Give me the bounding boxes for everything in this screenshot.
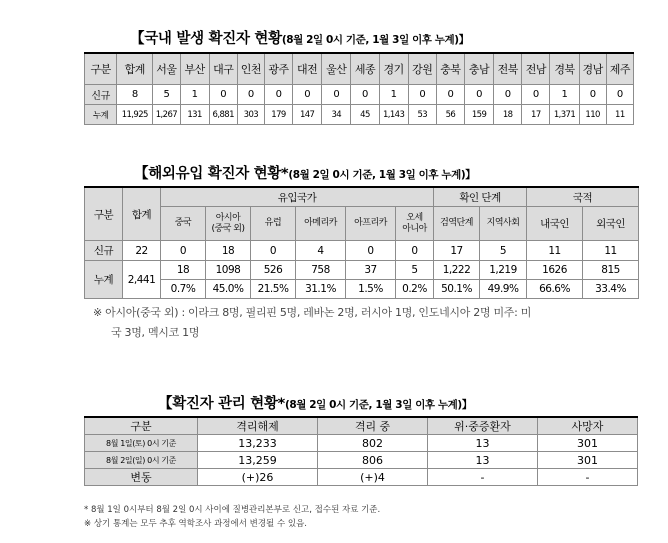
- domestic-cell: 0: [464, 85, 493, 105]
- management-row-aug2: [85, 452, 638, 469]
- domestic-col-header: 광주: [264, 53, 292, 85]
- domestic-cell: 0: [408, 85, 436, 105]
- domestic-col-header: 경남: [579, 53, 606, 85]
- overseas-note-2: 국 3명, 멕시코 1명: [111, 326, 200, 339]
- management-col-header: 격리해제: [198, 417, 318, 435]
- domestic-cell: 0: [522, 85, 550, 105]
- management-title-main: 【확진자 관리 현황*: [158, 396, 285, 412]
- overseas-title-sub: (8월 2일 0시 기준, 1월 3일 이후 누계)】: [288, 169, 476, 181]
- domestic-cell: 0: [494, 85, 522, 105]
- overseas-percent-cell: 21.5%: [251, 280, 296, 299]
- domestic-cell: 1,143: [379, 105, 408, 125]
- overseas-cell: 0: [161, 241, 206, 261]
- domestic-cell: 11,925: [117, 105, 153, 125]
- overseas-percent-cell: 50.1%: [434, 280, 480, 299]
- management-footnote-1: * 8월 1일 0시부터 8월 2일 0시 사이에 질병관리본부로 신고, 접수된 자료 기준.: [84, 505, 381, 515]
- domestic-cell: 0: [579, 85, 606, 105]
- overseas-group-inflow: 유입국가: [161, 187, 434, 207]
- domestic-cell: 5: [153, 85, 180, 105]
- domestic-cell: 1: [379, 85, 408, 105]
- overseas-cell: 1098: [206, 261, 251, 280]
- domestic-cell: 0: [264, 85, 292, 105]
- management-col-header: 격리 중: [318, 417, 428, 435]
- domestic-col-header: 대전: [293, 53, 322, 85]
- domestic-cell: 56: [436, 105, 464, 125]
- overseas-header-total: 합계: [123, 187, 161, 241]
- domestic-cell: 131: [180, 105, 209, 125]
- domestic-col-header: 충북: [436, 53, 464, 85]
- domestic-cell: 0: [436, 85, 464, 105]
- management-row-label: 8월 1일(토) 0시 기준: [85, 435, 198, 452]
- domestic-col-header: 전북: [494, 53, 522, 85]
- domestic-col-header: 세종: [351, 53, 379, 85]
- overseas-percent-cell: 1.5%: [346, 280, 396, 299]
- domestic-cell: 0: [209, 85, 237, 105]
- overseas-col-nationality: 외국인: [583, 207, 639, 241]
- overseas-new-total: 22: [123, 241, 161, 261]
- overseas-cell: 4: [296, 241, 346, 261]
- management-cell: 13,233: [198, 435, 318, 452]
- management-row-change: [85, 469, 638, 486]
- management-col-header: 구분: [85, 417, 198, 435]
- domestic-cell: 1,371: [550, 105, 579, 125]
- overseas-title-main: 【해외유입 확진자 현황*: [134, 166, 289, 182]
- overseas-percent-cell: 0.2%: [396, 280, 434, 299]
- domestic-header-row: [85, 53, 634, 85]
- management-cell: (+)26: [198, 469, 318, 486]
- domestic-title: [130, 27, 469, 48]
- overseas-note-1: ※ 아시아(중국 외) : 이라크 8명, 필리핀 5명, 레바논 2명, 러시아 1명, 인도네시아 2명 미주: 미: [93, 306, 532, 319]
- domestic-row-new: [85, 85, 634, 105]
- overseas-cell: 815: [583, 261, 639, 280]
- domestic-cell: 110: [579, 105, 606, 125]
- management-cell: -: [538, 469, 638, 486]
- domestic-cell: 17: [522, 105, 550, 125]
- overseas-col-inflow: 아시아 (중국 외): [206, 207, 251, 241]
- overseas-group-confirm: 확인 단계: [434, 187, 527, 207]
- overseas-cell: 526: [251, 261, 296, 280]
- domestic-row-label: 신규: [85, 85, 117, 105]
- overseas-title: [134, 162, 475, 183]
- overseas-header-label: 구분: [85, 187, 123, 241]
- overseas-cell: 0: [396, 241, 434, 261]
- domestic-cell: 1: [180, 85, 209, 105]
- domestic-row-label: 누계: [85, 105, 117, 125]
- overseas-cell: 5: [480, 241, 527, 261]
- management-title-sub: (8월 2일 0시 기준, 1월 3일 이후 누계)】: [284, 399, 472, 411]
- management-cell: 802: [318, 435, 428, 452]
- management-cell: 301: [538, 435, 638, 452]
- domestic-title-main: 【국내 발생 확진자 현황: [130, 31, 282, 47]
- management-cell: 806: [318, 452, 428, 469]
- domestic-cell: 0: [322, 85, 351, 105]
- domestic-col-header: 부산: [180, 53, 209, 85]
- overseas-col-confirm: 검역단계: [434, 207, 480, 241]
- overseas-col-inflow: 아프리카: [346, 207, 396, 241]
- domestic-cell: 53: [408, 105, 436, 125]
- domestic-header-label: 구분: [85, 53, 117, 85]
- overseas-cell: 37: [346, 261, 396, 280]
- management-col-header: 위·중증환자: [428, 417, 538, 435]
- domestic-row-cum: [85, 105, 634, 125]
- domestic-cell: 0: [606, 85, 633, 105]
- overseas-col-inflow: 오세 아니아: [396, 207, 434, 241]
- overseas-group-nationality: 국적: [527, 187, 639, 207]
- overseas-col-inflow: 중국: [161, 207, 206, 241]
- domestic-col-header: 제주: [606, 53, 633, 85]
- domestic-col-header: 인천: [237, 53, 264, 85]
- overseas-cell: 18: [161, 261, 206, 280]
- overseas-cell: 0: [251, 241, 296, 261]
- overseas-percent-cell: 45.0%: [206, 280, 251, 299]
- overseas-row-label: 신규: [85, 241, 123, 261]
- overseas-cell: 11: [527, 241, 583, 261]
- overseas-cell: 11: [583, 241, 639, 261]
- overseas-col-inflow: 아메리카: [296, 207, 346, 241]
- domestic-title-sub: (8월 2일 0시 기준, 1월 3일 이후 누계)】: [281, 34, 469, 46]
- management-cell: (+)4: [318, 469, 428, 486]
- domestic-cell: 303: [237, 105, 264, 125]
- domestic-cell: 179: [264, 105, 292, 125]
- management-cell: -: [428, 469, 538, 486]
- domestic-cell: 45: [351, 105, 379, 125]
- domestic-cell: 34: [322, 105, 351, 125]
- domestic-col-header: 전남: [522, 53, 550, 85]
- domestic-col-header: 울산: [322, 53, 351, 85]
- overseas-table: [84, 186, 639, 299]
- domestic-col-header: 경기: [379, 53, 408, 85]
- overseas-cell: 1,219: [480, 261, 527, 280]
- domestic-col-header: 합계: [117, 53, 153, 85]
- management-header-row: [85, 417, 638, 435]
- overseas-row-cum-percent: [85, 280, 639, 299]
- overseas-row-new: [85, 241, 639, 261]
- overseas-percent-cell: 0.7%: [161, 280, 206, 299]
- domestic-cell: 0: [237, 85, 264, 105]
- overseas-percent-cell: 33.4%: [583, 280, 639, 299]
- overseas-cum-total: 2,441: [123, 261, 161, 299]
- overseas-cell: 17: [434, 241, 480, 261]
- management-title: [158, 392, 472, 413]
- overseas-row-cum-count: [85, 261, 639, 280]
- overseas-cell: 1626: [527, 261, 583, 280]
- management-cell: 13,259: [198, 452, 318, 469]
- domestic-cell: 0: [351, 85, 379, 105]
- domestic-cell: 1: [550, 85, 579, 105]
- overseas-percent-cell: 31.1%: [296, 280, 346, 299]
- domestic-col-header: 경북: [550, 53, 579, 85]
- domestic-cell: 147: [293, 105, 322, 125]
- domestic-col-header: 강원: [408, 53, 436, 85]
- overseas-col-confirm: 지역사회: [480, 207, 527, 241]
- management-row-aug1: [85, 435, 638, 452]
- overseas-percent-cell: 66.6%: [527, 280, 583, 299]
- management-cell: 13: [428, 435, 538, 452]
- overseas-cell: 758: [296, 261, 346, 280]
- overseas-col-nationality: 내국인: [527, 207, 583, 241]
- management-row-label: 변동: [85, 469, 198, 486]
- domestic-cell: 1,267: [153, 105, 180, 125]
- management-footnote-2: ※ 상기 통계는 모두 추후 역학조사 과정에서 변경될 수 있음.: [84, 519, 307, 529]
- overseas-cell: 18: [206, 241, 251, 261]
- domestic-cell: 8: [117, 85, 153, 105]
- management-row-label: 8월 2일(일) 0시 기준: [85, 452, 198, 469]
- domestic-cell: 159: [464, 105, 493, 125]
- management-cell: 301: [538, 452, 638, 469]
- overseas-cell: 0: [346, 241, 396, 261]
- management-table: [84, 416, 638, 486]
- domestic-col-header: 서울: [153, 53, 180, 85]
- domestic-col-header: 대구: [209, 53, 237, 85]
- overseas-cell: 5: [396, 261, 434, 280]
- domestic-col-header: 충남: [464, 53, 493, 85]
- management-cell: 13: [428, 452, 538, 469]
- domestic-table: [84, 52, 634, 125]
- domestic-cell: 11: [606, 105, 633, 125]
- domestic-cell: 18: [494, 105, 522, 125]
- overseas-col-inflow: 유럽: [251, 207, 296, 241]
- overseas-subheader-row: [85, 207, 639, 241]
- overseas-row-label: 누계: [85, 261, 123, 299]
- domestic-cell: 0: [293, 85, 322, 105]
- overseas-percent-cell: 49.9%: [480, 280, 527, 299]
- domestic-cell: 6,881: [209, 105, 237, 125]
- management-col-header: 사망자: [538, 417, 638, 435]
- overseas-cell: 1,222: [434, 261, 480, 280]
